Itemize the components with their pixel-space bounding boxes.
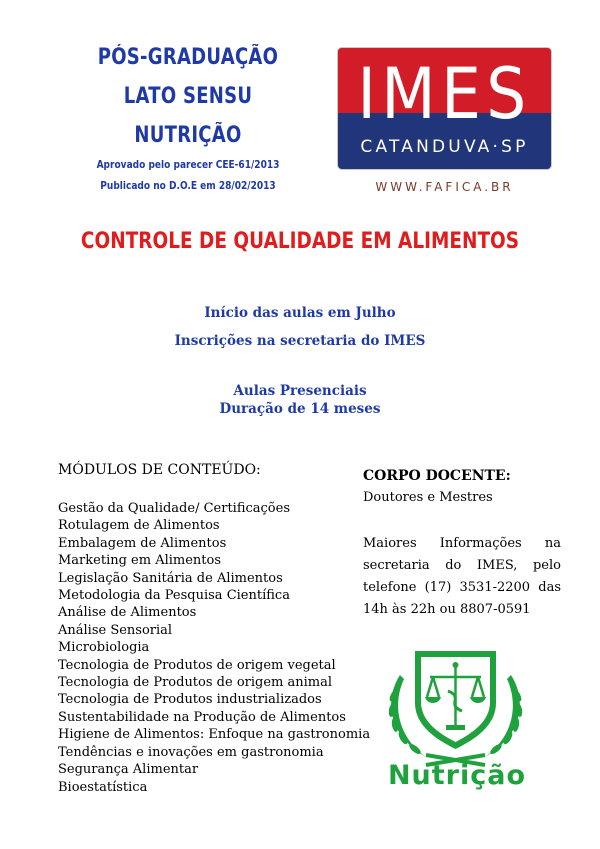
faculty-title: CORPO DOCENTE:: [363, 468, 511, 484]
module-item: Marketing em Alimentos: [58, 553, 222, 569]
header-line-2: LATO SENSU: [123, 84, 253, 109]
module-item: Metodologia da Pesquisa Científica: [58, 588, 290, 604]
module-item: Legislação Sanitária de Alimentos: [58, 570, 283, 586]
module-item: Análise de Alimentos: [58, 605, 197, 621]
module-item: Tecnologia de Produtos de origem vegetal: [58, 657, 336, 673]
start-date: Início das aulas em Julho: [204, 305, 396, 321]
module-item: Tecnologia de Produtos industrializados: [58, 692, 322, 708]
faculty-text: Doutores e Mestres: [363, 490, 493, 505]
contact-info: Maiores Informações na secretaria do IMES, pelo telefone (17) 3531-2200 das 14h às 22h ou 8807-0591: [363, 536, 561, 617]
emblem-label: Nutrição: [387, 760, 527, 791]
logo-city: CATANDUVA·SP: [360, 137, 529, 157]
nutrition-emblem-icon: [378, 645, 533, 770]
logo-mark: IMES: [357, 53, 532, 135]
imes-logo: [338, 48, 551, 169]
module-item: Análise Sensorial: [58, 622, 173, 638]
header-line-3: NUTRIÇÃO: [134, 123, 242, 148]
module-item: Tendências e inovações em gastronomia: [58, 744, 324, 760]
approval-note: Aprovado pelo parecer CEE-61/2013: [96, 159, 280, 171]
registration-info: Inscrições na secretaria do IMES: [174, 333, 426, 349]
course-title: CONTROLE DE QUALIDADE EM ALIMENTOS: [80, 229, 520, 254]
modules-list: [58, 500, 370, 796]
module-item: Rotulagem de Alimentos: [58, 518, 220, 534]
publication-note: Publicado no D.O.E em 28/02/2013: [100, 180, 276, 192]
class-format: Aulas Presenciais: [233, 383, 367, 399]
module-item: Higiene de Alimentos: Enfoque na gastronomia: [58, 727, 371, 743]
modules-title: MÓDULOS DE CONTEÚDO:: [58, 462, 261, 478]
module-item: Segurança Alimentar: [58, 762, 199, 778]
header-line-1: PÓS-GRADUAÇÃO: [97, 45, 279, 70]
module-item: Bioestatística: [58, 779, 148, 795]
website-link[interactable]: WWW.FAFICA.BR: [375, 180, 514, 194]
module-item: Gestão da Qualidade/ Certificações: [58, 501, 290, 516]
module-item: Microbiologia: [58, 640, 150, 656]
module-item: Embalagem de Alimentos: [58, 535, 227, 551]
course-header: [70, 38, 306, 197]
module-item: Tecnologia de Produtos de origem animal: [58, 675, 333, 691]
course-duration: Duração de 14 meses: [219, 401, 381, 417]
module-item: Sustentabilidade na Produção de Alimentos: [58, 709, 346, 725]
